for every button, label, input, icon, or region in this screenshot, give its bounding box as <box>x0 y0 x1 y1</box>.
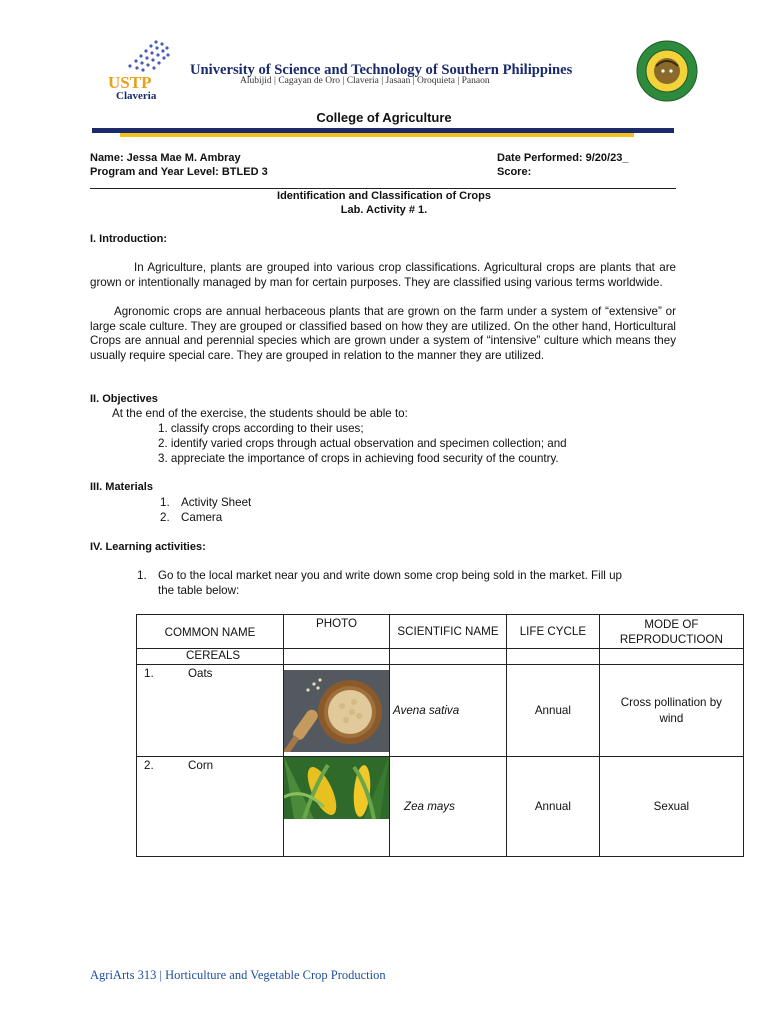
scientific-name: Zea mays <box>390 757 507 857</box>
common-name: Oats <box>188 667 213 680</box>
college-title: College of Agriculture <box>316 110 452 125</box>
common-name: Corn <box>188 759 214 772</box>
materials-item: Activity Sheet <box>181 496 252 509</box>
footer-course: AgriArts 313 | Horticulture and Vegetable Crop Production <box>90 968 386 982</box>
university-name: University of Science and Technology of Southern Philippines <box>190 62 573 78</box>
ustp-logo <box>104 36 184 102</box>
student-name: Name: Jessa Mae M. Ambray <box>90 152 241 164</box>
header-common-name: COMMON NAME <box>137 615 284 649</box>
row-number: 1. <box>144 667 154 680</box>
date-performed: Date Performed: 9/20/23_ <box>497 152 629 164</box>
header-bar-gold <box>120 133 634 137</box>
objective-item: 1. classify crops according to their uses; <box>158 422 364 435</box>
life-cycle: Annual <box>506 665 599 757</box>
materials-item-number: 1. <box>160 496 170 509</box>
header-photo: PHOTO <box>284 615 390 649</box>
objective-item: 2. identify varied crops through actual observation and specimen collection; and <box>158 437 567 450</box>
header-scientific-name: SCIENTIFIC NAME <box>390 615 507 649</box>
svg-text:Claveria: Claveria <box>116 90 157 102</box>
header-mode-of-reproduction: MODE OF REPRODUCTIOON <box>599 615 743 649</box>
campus-list: Alubijid | Cagayan de Oro | Claveria | Jasaan | Oroquieta | Panaon <box>240 76 490 86</box>
table-row <box>137 757 744 857</box>
program-year: Program and Year Level: BTLED 3 <box>90 166 268 178</box>
table-category-row <box>137 649 744 665</box>
instruction-number: 1. <box>137 569 147 582</box>
instruction-text: Go to the local market near you and write down some crop being sold in the market. Fill up <box>158 569 622 582</box>
instruction-text: the table below: <box>158 584 240 597</box>
materials-item: Camera <box>181 511 223 524</box>
photo-cell <box>284 665 390 757</box>
category-label: CEREALS <box>137 649 284 665</box>
row-number: 2. <box>144 759 154 772</box>
materials-item-number: 2. <box>160 511 170 524</box>
objectives-heading: II. Objectives <box>90 393 158 405</box>
mode-of-reproduction: Sexual <box>599 757 743 857</box>
scientific-name: Avena sativa <box>390 665 507 757</box>
oats-photo <box>284 670 389 752</box>
activity-title: Identification and Classification of Crops <box>277 190 491 202</box>
intro-heading: I. Introduction: <box>90 233 167 245</box>
college-seal <box>632 40 702 102</box>
mode-of-reproduction: Cross pollination by wind <box>599 665 743 757</box>
header-life-cycle: LIFE CYCLE <box>506 615 599 649</box>
activity-subtitle: Lab. Activity # 1. <box>340 204 428 216</box>
corn-photo <box>284 757 389 819</box>
table-header-row <box>137 615 744 649</box>
materials-heading: III. Materials <box>90 481 153 493</box>
intro-paragraph-2: Agronomic crops are annual herbaceous plants that are grown on the farm under a system of “extensive” or large scale culture. They are grouped or classified based on how they are utilized. On the other hand, Horticultural Crops are annual and perennial species which are grown under a system of “intensive” culture which means they usually require special care. They are grouped in relation to the manner they are utilized. <box>90 305 676 362</box>
crop-table <box>136 614 744 857</box>
svg-text:USTP: USTP <box>108 73 152 92</box>
life-cycle: Annual <box>506 757 599 857</box>
activities-heading: IV. Learning activities: <box>90 541 206 553</box>
objectives-lead: At the end of the exercise, the students should be able to: <box>112 407 408 420</box>
photo-cell <box>284 757 390 857</box>
divider <box>90 188 676 189</box>
objective-item: 3. appreciate the importance of crops in achieving food security of the country. <box>158 452 559 465</box>
intro-paragraph-1: In Agriculture, plants are grouped into various crop classifications. Agricultural crops are plants that are grown or intentionally managed by man for certain purposes. They are classified using various terms worldwide. <box>90 261 676 289</box>
score-label: Score: <box>497 166 532 178</box>
table-row <box>137 665 744 757</box>
